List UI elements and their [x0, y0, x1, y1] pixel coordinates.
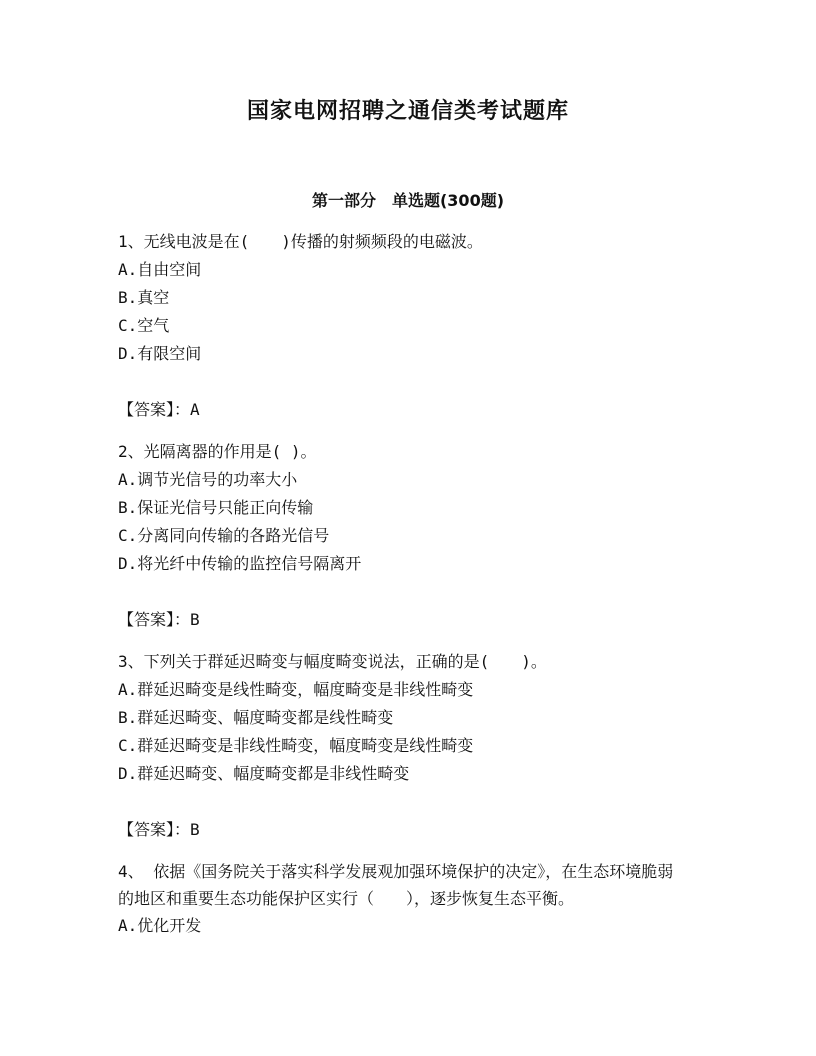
option-c: C.空气 — [118, 316, 170, 335]
question-1 — [118, 228, 688, 424]
option-c: C.分离同向传输的各路光信号 — [118, 526, 330, 545]
answer-label: 【答案】：B — [118, 820, 200, 839]
option-b: B.保证光信号只能正向传输 — [118, 498, 314, 517]
option-d: D.群延迟畸变、幅度畸变都是非线性畸变 — [118, 764, 410, 783]
section-heading: 第一部分 单选题(300题) — [311, 191, 505, 210]
document-title: 国家电网招聘之通信类考试题库 — [246, 98, 569, 124]
option-c: C.群延迟畸变是非线性畸变，幅度畸变是线性畸变 — [118, 736, 474, 755]
question-2 — [118, 438, 688, 634]
option-b: B.真空 — [118, 288, 170, 307]
question-4 — [118, 858, 688, 940]
option-a: A.群延迟畸变是线性畸变，幅度畸变是非线性畸变 — [118, 680, 474, 699]
option-a: A.优化开发 — [118, 916, 202, 935]
option-d: D.有限空间 — [118, 344, 202, 363]
question-stem: 4、 依据《国务院关于落实科学发展观加强环境保护的决定》，在生态环境脆弱的地区和重要生态功能保护区实行（ ），逐步恢复生态平衡。 — [118, 862, 674, 908]
option-a: A.调节光信号的功率大小 — [118, 470, 298, 489]
question-stem: 1、无线电波是在( )传播的射频频段的电磁波。 — [118, 232, 483, 251]
option-d: D.将光纤中传输的监控信号隔离开 — [118, 554, 362, 573]
option-a: A.自由空间 — [118, 260, 202, 279]
answer-label: 【答案】：B — [118, 610, 200, 629]
option-b: B.群延迟畸变、幅度畸变都是线性畸变 — [118, 708, 394, 727]
question-3 — [118, 648, 688, 844]
question-stem: 3、下列关于群延迟畸变与幅度畸变说法，正确的是( )。 — [118, 652, 547, 671]
question-stem: 2、光隔离器的作用是( )。 — [118, 442, 317, 461]
question-list — [118, 228, 688, 940]
answer-label: 【答案】：A — [118, 400, 200, 419]
